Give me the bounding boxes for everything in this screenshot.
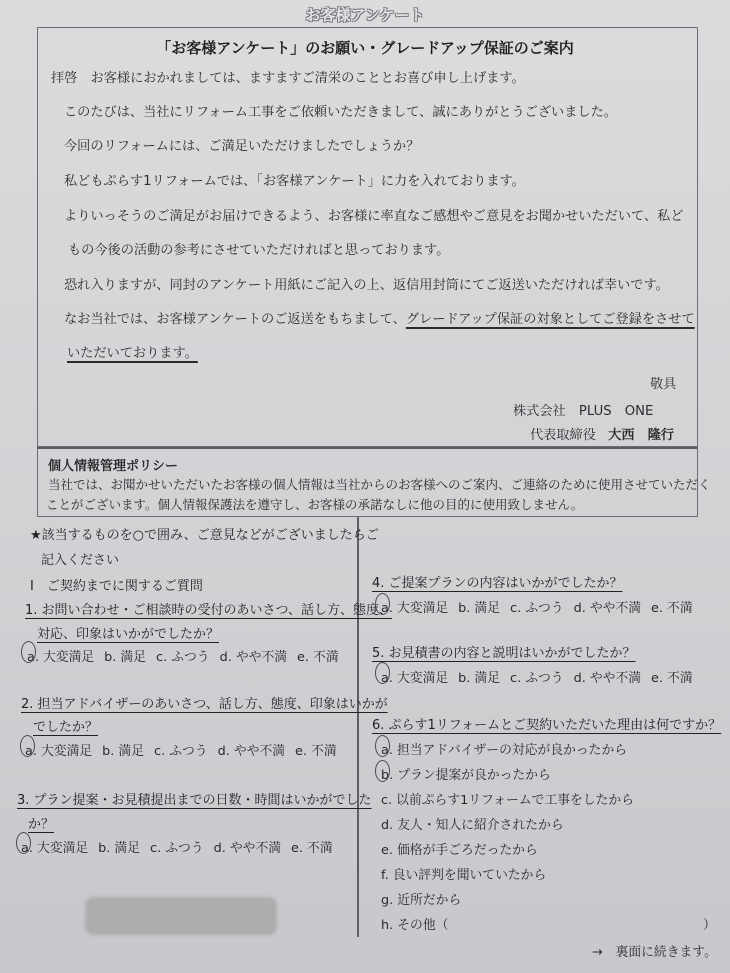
question-4-text: 4. ご提案プランの内容はいかがでしたか？ — [372, 576, 623, 591]
option-e[interactable]: e. 不満 — [651, 671, 693, 686]
option-a[interactable]: a. 大変満足 — [27, 650, 95, 665]
option-a[interactable]: a. 大変満足 — [25, 744, 93, 759]
continue-note: → 裏面に続きます。 — [592, 945, 717, 960]
letter-paragraph: よりいっそうのご満足がお届けできるよう、お客様に率直なご感想やご意見をお聞かせいただいて、私ど — [64, 209, 684, 224]
letter-paragraph-guarantee — [64, 308, 695, 327]
q6-other-input[interactable] — [445, 913, 695, 931]
question-3-text: か？ — [28, 817, 55, 832]
question-3-text: 3. プラン提案・お見積提出までの日数・時間はいかがでした — [17, 793, 372, 808]
q6-option-b[interactable]: b. プラン提案が良かったから — [381, 768, 551, 783]
question-3-options — [21, 837, 343, 856]
option-d[interactable]: d. やや不満 — [217, 744, 286, 759]
q6-option-a[interactable]: a. 担当アドバイザーの対応が良かったから — [381, 743, 628, 758]
page-header-title: お客様アンケート — [305, 6, 425, 24]
option-a[interactable]: a. 大変満足 — [21, 841, 89, 856]
option-b[interactable]: b. 満足 — [458, 671, 501, 686]
letter-paragraph: 恐れ入りますが、同封のアンケート用紙にご記入の上、返信用封筒にてご返送いただければ幸いです。 — [64, 278, 669, 293]
question-1-text: 1. お問い合わせ・ご相談時の受付のあいさつ、話し方、態度、 — [25, 603, 393, 618]
question-2-text: でしたか？ — [33, 720, 99, 735]
guarantee-underlined-text: グレードアップ保証の対象としてご登録をさせて — [405, 312, 695, 327]
q6-option-e[interactable]: e. 価格が手ごろだったから — [381, 843, 538, 858]
option-c[interactable]: c. ふつう — [510, 601, 564, 616]
option-b[interactable]: b. 満足 — [102, 744, 145, 759]
q6-option-c[interactable]: c. 以前ぷらす1リフォームで工事をしたから — [381, 793, 635, 808]
q6-option-h[interactable]: h. その他（ — [381, 918, 449, 933]
letter-title: 「お客様アンケート」のお願い・グレードアップ保証のご案内 — [156, 39, 574, 57]
question-5-options — [381, 667, 703, 686]
selected-circle-mark — [375, 662, 390, 684]
signer-name: 大西 隆行 — [608, 428, 675, 443]
letter-paragraph: このたびは、当社にリフォーム工事をご依頼いただきまして、誠にありがとうございました。 — [64, 105, 617, 120]
selected-circle-mark — [375, 735, 390, 757]
signer-title: 代表取締役 — [530, 428, 596, 443]
option-c[interactable]: c. ふつう — [150, 841, 204, 856]
show-through-text — [392, 528, 403, 544]
policy-text-line: ことがございます。個人情報保護法を遵守し、お客様の承諾なしに他の目的に使用致しません。 — [46, 497, 584, 512]
option-d[interactable]: d. やや不満 — [219, 650, 288, 665]
selected-circle-mark — [16, 832, 31, 854]
q6-option-d[interactable]: d. 友人・知人に紹介されたから — [381, 818, 564, 833]
option-b[interactable]: b. 満足 — [98, 841, 141, 856]
q6-other-close-paren: ） — [703, 918, 716, 933]
policy-title: 個人情報管理ポリシー — [48, 459, 179, 474]
letter-paragraph: もの今後の活動の参考にさせていただければと思っております。 — [68, 243, 450, 258]
option-e[interactable]: e. 不満 — [651, 601, 693, 616]
policy-text-line: 当社では、お聞かせいただいたお客様の個人情報は当社からのお客様へのご案内、ご連絡のために使用させていただく — [48, 477, 711, 492]
question-2-options — [25, 740, 347, 759]
letter-paragraph: 私どもぷらす1リフォームでは、「お客様アンケート」に力を入れております。 — [64, 174, 525, 189]
question-1-options — [27, 646, 349, 665]
selected-circle-mark — [20, 735, 35, 757]
question-4-options — [381, 597, 703, 616]
selected-circle-mark — [375, 760, 390, 782]
signer — [530, 424, 674, 443]
letter-paragraph: 今回のリフォームには、ご満足いただけましたでしょうか？ — [64, 139, 420, 154]
letter-box — [37, 27, 698, 447]
option-c[interactable]: c. ふつう — [156, 650, 210, 665]
question-2-text: 2. 担当アドバイザーのあいさつ、話し方、態度、印象はいかが — [21, 697, 388, 712]
question-1-text: 対応、印象はいかがでしたか？ — [37, 627, 220, 642]
survey-instruction: ★該当するものを○で囲み、ご意見などがございましたらご — [30, 528, 379, 543]
q6-option-f[interactable]: f. 良い評判を聞いていたから — [381, 868, 547, 883]
guarantee-underlined-text-cont: いただいております。 — [67, 346, 198, 361]
option-a[interactable]: a. 大変満足 — [381, 671, 449, 686]
option-c[interactable]: c. ふつう — [154, 744, 208, 759]
question-5-text: 5. お見積書の内容と説明はいかがでしたか？ — [372, 646, 636, 661]
option-d[interactable]: d. やや不満 — [213, 841, 282, 856]
redacted-area — [85, 897, 277, 935]
survey-instruction: 記入ください — [41, 553, 120, 568]
letter-paragraph: 拝啓 お客様におかれましては、ますますご清栄のこととお喜び申し上げます。 — [51, 71, 525, 86]
selected-circle-mark — [375, 593, 390, 615]
option-d[interactable]: d. やや不満 — [573, 671, 642, 686]
company-name: 株式会社 PLUS ONE — [513, 404, 654, 419]
option-c[interactable]: c. ふつう — [510, 671, 564, 686]
option-b[interactable]: b. 満足 — [104, 650, 147, 665]
option-a[interactable]: a. 大変満足 — [381, 601, 449, 616]
option-e[interactable]: e. 不満 — [291, 841, 333, 856]
column-divider — [357, 517, 359, 937]
option-b[interactable]: b. 満足 — [458, 601, 501, 616]
section-title: Ⅰ ご契約までに関するご質問 — [30, 579, 203, 594]
option-e[interactable]: e. 不満 — [297, 650, 339, 665]
guarantee-plain-text: なお当社では、お客様アンケートのご返送をもちまして、 — [64, 312, 406, 327]
q6-option-g[interactable]: g. 近所だから — [381, 893, 462, 908]
option-d[interactable]: d. やや不満 — [573, 601, 642, 616]
selected-circle-mark — [21, 641, 36, 663]
question-6-text: 6. ぷらす1リフォームとご契約いただいた理由は何ですか？ — [372, 718, 722, 733]
option-e[interactable]: e. 不満 — [295, 744, 337, 759]
closing-keigu: 敬具 — [650, 377, 677, 392]
